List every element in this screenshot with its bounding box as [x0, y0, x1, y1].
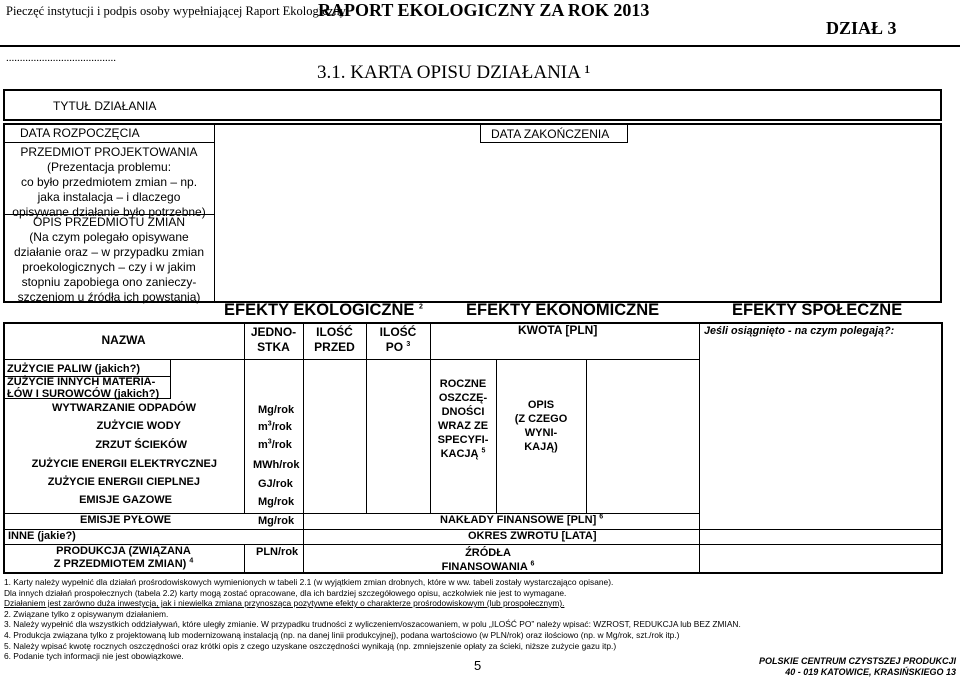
row-fuels: ZUŻYCIE PALIW (jakich?) [7, 363, 141, 375]
unit-production: PLN/rok [256, 546, 299, 558]
start-date-label: DATA ROZPOCZĘCIA [20, 126, 140, 140]
changes-field[interactable]: OPIS PRZEDMIOTU ZMIAN (Na czym polegało opisywane działanie oraz – w przypadku zmian proekologicznych – czy i w jakim stopniu zapobiega ono zanieczy- szczeniom u źródła ich powstania) [3, 215, 215, 305]
footer-address: 40 - 019 KATOWICE, KRASIŃSKIEGO 13 [785, 667, 956, 677]
subject-label: PRZEDMIOT PROJEKTOWANIA [20, 145, 198, 159]
stamp-label: Pieczęć instytucji i podpis osoby wypełniającej Raport Ekologiczny [6, 4, 346, 18]
unit-electricity: MWh/rok [253, 459, 300, 471]
end-date-field[interactable] [480, 123, 628, 143]
row-water: ZUŻYCIE WODY [96, 420, 181, 432]
social-question: Jeśli osiągnięto - na czym polegają?: [704, 325, 895, 337]
section-label: DZIAŁ 3 [826, 18, 897, 38]
subject-field[interactable]: PRZEDMIOT PROJEKTOWANIA (Prezentacja problemu: co było przedmiotem zmian – np. jaka instalacja – i dlaczego opisywane działanie było potrzebne) [3, 145, 215, 220]
row-heat: ZUŻYCIE ENERGII CIEPLNEJ [47, 476, 200, 488]
title-label: TYTUŁ DZIAŁANIA [53, 99, 157, 113]
row-waste: WYTWARZANIE ODPADÓW [51, 402, 196, 414]
funding-label: ŹRÓDŁA FINANSOWANIA $^6$ [441, 547, 535, 573]
opis-label: OPIS (Z CZEGO WYNI- KAJĄ) [514, 399, 568, 453]
unit-water: $m^3$/rok [258, 420, 292, 433]
row-dust-emissions: EMISJE PYŁOWE [80, 514, 172, 526]
card-title: 3.1. KARTA OPISU DZIAŁANIA ¹ [317, 62, 591, 83]
unit-sewage: $m^3$/rok [258, 438, 292, 451]
col-before: ILOŚĆ PRZED [314, 325, 355, 354]
investment-label: NAKŁADY FINANSOWE [PLN] $^6$ [440, 513, 604, 526]
row-production: PRODUKCJA (ZWIĄZANA Z PRZEDMIOTEM ZMIAN) $^4$ [53, 545, 194, 570]
page-number: 5 [474, 658, 482, 673]
eco-effects-title: EFEKTY EKOLOGICZNE $^2$ [224, 301, 423, 319]
payback-label: OKRES ZWROTU [LATA] [468, 530, 597, 542]
row-sewage: ZRZUT ŚCIEKÓW [95, 439, 187, 451]
unit-waste: Mg/rok [258, 404, 295, 416]
row-other: INNE (jakie?) [8, 530, 76, 542]
col-name: NAZWA [101, 333, 146, 347]
title-field[interactable] [3, 89, 942, 121]
col-amount: KWOTA [PLN] [518, 323, 598, 337]
header-rule [0, 45, 960, 47]
savings-label: ROCZNE OSZCZĘ- DNOŚCI WRAZ ZE SPECYFI- KACJĄ $^5$ [437, 378, 489, 460]
report-title: RAPORT EKOLOGICZNY ZA ROK 2013 [318, 0, 650, 20]
econ-effects-title: EFEKTY EKONOMICZNE [466, 301, 660, 319]
footnotes: 1. Karty należy wypełnić dla działań prośrodowiskowych wymienionych w tabeli 2.1 (w wyjątkiem zmian drobnych, które w ww. tabeli zostały wystarczająco opisane). Dla innych działań prospołecznych (tabela 2.2) karty mogą zostać opracowane, dla ich bardziej szczegółowego opisu, aczkolwiek nie jest to wymagane. Działaniem jest zarówno duża inwestycja, jak i niewielka zmiana przynosząca pozytywne efekty o charakterze prośrodowiskowym (lub prospołecznym). 2. Związane tylko z opisywanym działaniem. 3. Należy wypełnić dla wszystkich oddziaływań, które uległy zmianie. W przypadku trudności z wyliczeniem/oszacowaniem, w polu „ILOŚĆ PO” należy wpisać: WZROST, REDUKCJA lub BEZ ZMIAN. 4. Produkcja związana tylko z projektowaną lub modernizowaną instalacją (np. na danej linii produkcyjnej), podana wartościowo (w PLN/rok) oraz ilościowo (np. w Mg/rok, szt./rok itp.) 5. Należy wpisać kwotę rocznych oszczędności oraz krótki opis z czego uzyskane oszczędności wynikają (np. zmniejszenie opłaty za ścieki, niższe zużycie gazu itp.) 6. Podanie tych informacji nie jest obowiązkowe. [4, 577, 741, 662]
end-date-label: DATA ZAKOŃCZENIA [491, 127, 610, 141]
signature-dots: ........................................ [6, 52, 116, 64]
unit-heat: GJ/rok [258, 478, 293, 490]
col-unit: JEDNO- STKA [250, 325, 297, 354]
changes-label: OPIS PRZEDMIOTU ZMIAN [32, 215, 185, 229]
social-effects-title: EFEKTY SPOŁECZNE [732, 301, 903, 319]
row-gas-emissions: EMISJE GAZOWE [79, 494, 172, 506]
col-after: ILOŚĆ PO $^3$ [379, 325, 417, 354]
unit-dust: Mg/rok [258, 515, 295, 527]
row-electricity: ZUŻYCIE ENERGII ELEKTRYCZNEJ [31, 458, 217, 470]
footer-org: POLSKIE CENTRUM CZYSTSZEJ PRODUKCJI [758, 656, 956, 666]
unit-gas: Mg/rok [258, 496, 295, 508]
row-materials: ZUŻYCIE INNYCH MATERIA- ŁÓW I SUROWCÓW (jakich?) [7, 376, 160, 400]
